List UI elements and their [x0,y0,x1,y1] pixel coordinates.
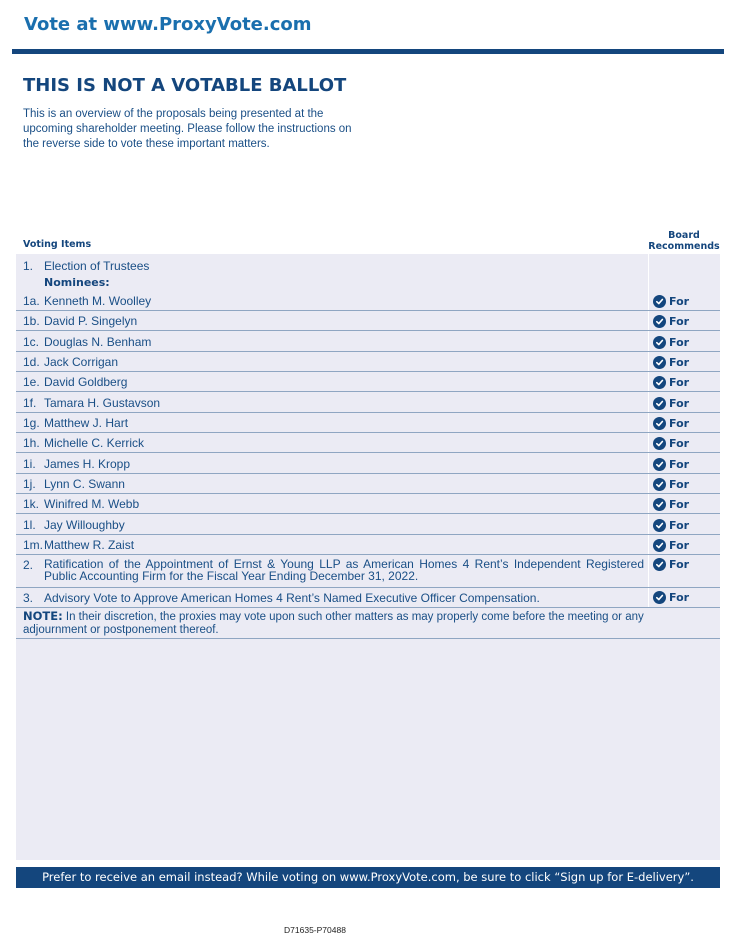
row-divider [16,391,720,392]
board-recommendation [653,397,689,410]
row-divider [16,452,720,453]
row-divider [16,607,720,608]
recommendation-text: For [669,519,690,532]
row-divider [16,587,720,588]
check-circle-icon [653,417,666,430]
row-divider [16,432,720,433]
check-circle-icon [653,336,666,349]
document-code: D71635-P70488 [284,925,346,935]
recommendation-text: For [669,356,690,369]
board-recommendation [653,591,689,604]
row-divider [16,534,720,535]
nominee-name: Jay Willoughby [44,518,125,532]
check-circle-icon [653,356,666,369]
recommendation-text: For [669,417,690,430]
note-paragraph [23,610,663,637]
item-number: 1i. [23,457,36,471]
row-divider [16,330,720,331]
nominee-name: Tamara H. Gustavson [44,396,161,410]
item-number: 1j. [23,477,36,491]
check-circle-icon [653,558,666,571]
nominee-name: Matthew J. Hart [44,416,129,430]
recommendation-text: For [669,558,690,571]
recommendation-text: For [669,498,690,511]
item-number: 1k. [23,497,40,511]
item-number: 1h. [23,436,40,450]
board-recommendation [653,519,689,532]
recommendation-text: For [669,397,690,410]
nominees-label: Nominees: [44,276,110,289]
row-divider [16,412,720,413]
recommendation-text: For [669,458,690,471]
note-text: In their discretion, the proxies may vote upon such other matters as may properly come before the meeting or any adjournment or postponement thereof. [23,611,644,636]
nominee-name: James H. Kropp [44,457,131,471]
intro-text: This is an overview of the proposals being presented at the upcoming shareholder meeting. Please follow the instructions on the reverse side to vote these important matters. [23,108,352,150]
item-number: 3. [23,591,34,605]
row-divider [16,371,720,372]
board-recommendation [653,295,689,308]
board-recommendation [653,417,689,430]
nominee-name: David P. Singelyn [44,314,138,328]
check-circle-icon [653,437,666,450]
item-label: Advisory Vote to Approve American Homes 4 Rent’s Named Executive Officer Compensation. [44,591,540,605]
item-number: 1. [23,259,34,273]
board-recommendation [653,558,689,571]
recommendation-text: For [669,539,690,552]
recommendation-text: For [669,315,690,328]
column-header-voting-items: Voting Items [23,239,92,250]
item-number: 1e. [23,375,40,389]
nominee-name: Kenneth M. Woolley [44,294,152,308]
check-circle-icon [653,539,666,552]
item-number: 2. [23,558,34,572]
page-header-title: Vote at www.ProxyVote.com [24,14,312,35]
board-recommendation [653,498,689,511]
row-divider [16,473,720,474]
item-number: 1l. [23,518,36,532]
nominee-name: Michelle C. Kerrick [44,436,145,450]
row-divider [16,351,720,352]
row-divider [16,554,720,555]
board-recommendation [653,539,689,552]
note-label: NOTE: [23,609,63,623]
recommendation-text: For [669,437,690,450]
nominee-name: Matthew R. Zaist [44,538,135,552]
item-label: Election of Trustees [44,259,150,273]
column-header-line-2: Recommends [648,241,720,252]
column-header-line-1: Board [668,230,700,241]
recommendation-text: For [669,295,690,308]
item-number: 1b. [23,314,40,328]
nominee-name: Lynn C. Swann [44,477,125,491]
item-number: 1f. [23,396,37,410]
header-divider [12,49,724,54]
check-circle-icon [653,397,666,410]
board-recommendation [653,437,689,450]
nominee-name: David Goldberg [44,375,128,389]
board-recommendation [653,478,689,491]
proposal-2-label: Ratification of the Appointment of Ernst & Young LLP as American Homes 4 Rent’s Independent Registered Public Accounting Firm for the Fiscal Year Ending December 31, 2022. [44,557,644,583]
board-recommendation [653,376,689,389]
recommendation-text: For [669,478,690,491]
ballot-heading: THIS IS NOT A VOTABLE BALLOT [23,75,347,96]
board-recommendation [653,458,689,471]
check-circle-icon [653,478,666,491]
item-number: 1a. [23,294,40,308]
nominee-name: Winifred M. Webb [44,497,140,511]
recommendation-text: For [669,376,690,389]
recommendation-text: For [669,336,690,349]
check-circle-icon [653,315,666,328]
nominee-name: Jack Corrigan [44,355,119,369]
item-number: 1d. [23,355,40,369]
row-divider [16,310,720,311]
column-header-board-recommends [648,230,720,252]
row-divider [16,638,720,639]
nominee-name: Douglas N. Benham [44,335,152,349]
check-circle-icon [653,376,666,389]
check-circle-icon [653,498,666,511]
check-circle-icon [653,519,666,532]
row-divider [16,513,720,514]
e-delivery-banner: Prefer to receive an email instead? While voting on www.ProxyVote.com, be sure to click “Sign up for E-delivery”. [16,867,720,888]
check-circle-icon [653,591,666,604]
item-number: 1g. [23,416,40,430]
board-recommendation [653,315,689,328]
board-recommendation [653,336,689,349]
recommendation-text: For [669,591,690,604]
board-recommendation [653,356,689,369]
check-circle-icon [653,458,666,471]
check-circle-icon [653,295,666,308]
row-divider [16,493,720,494]
item-number: 1c. [23,335,40,349]
item-number: 1m. [23,538,44,552]
